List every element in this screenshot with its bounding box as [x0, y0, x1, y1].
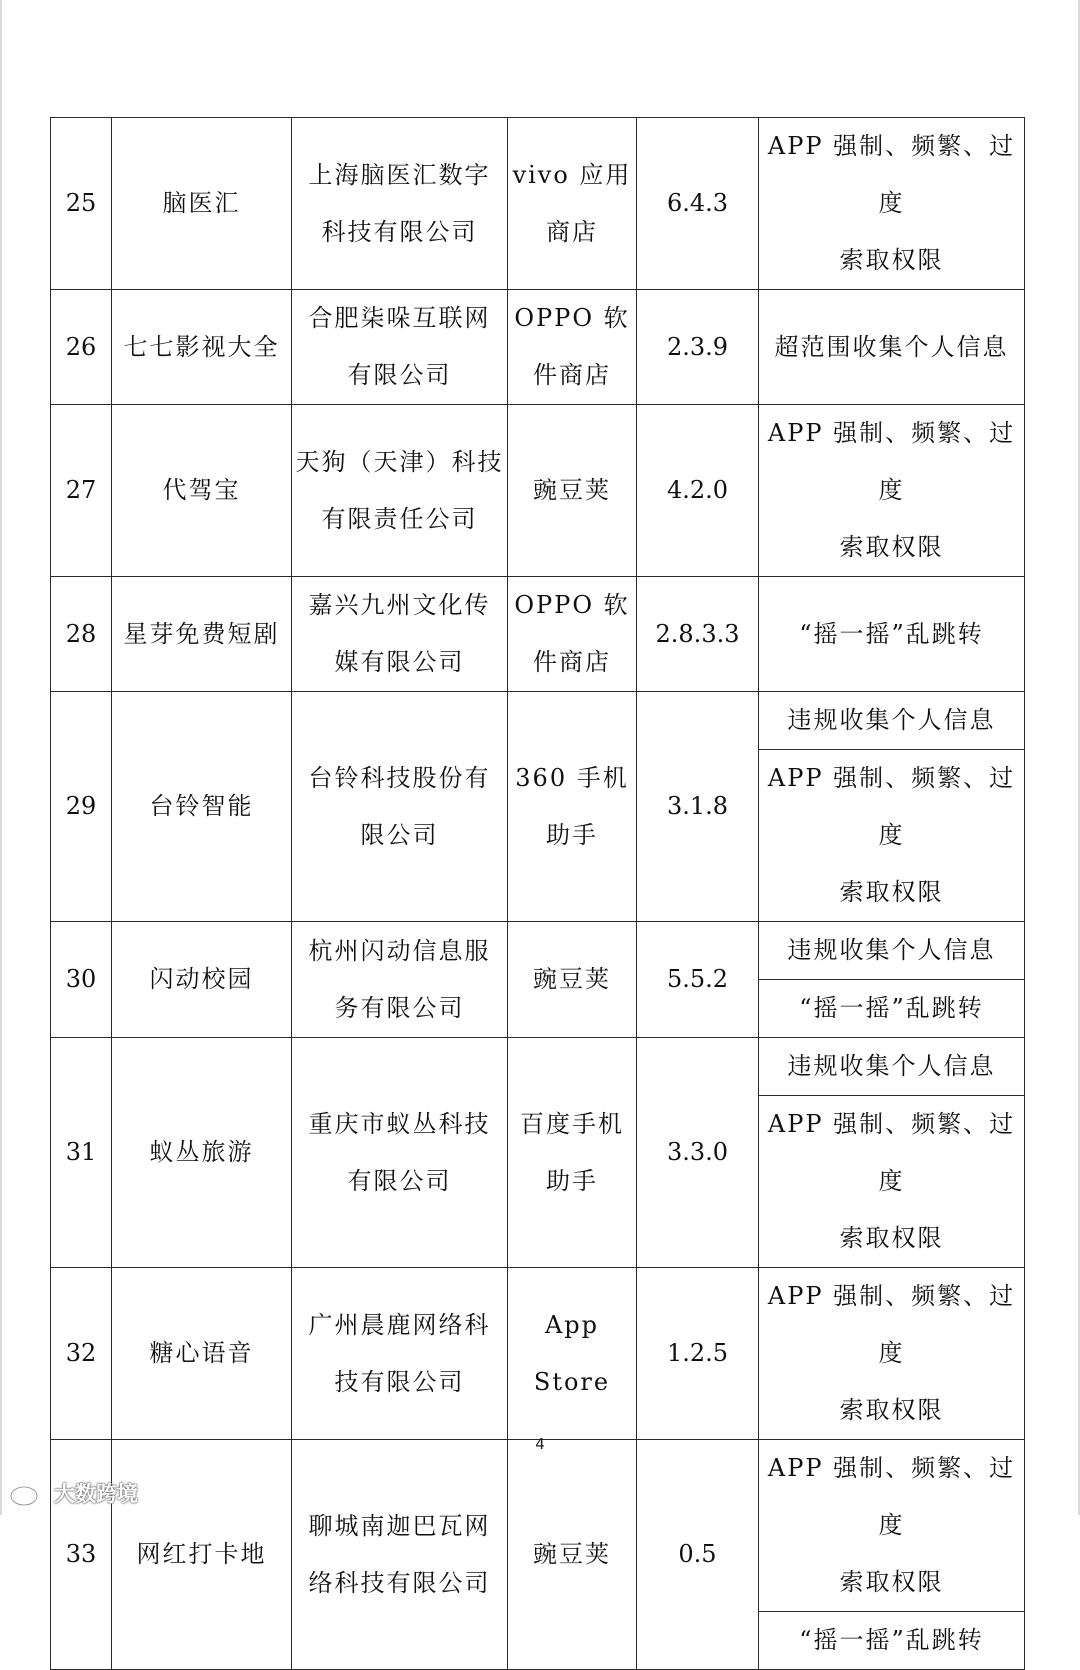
- app-version: 3.1.8: [637, 692, 759, 922]
- app-version: 0.5: [637, 1440, 759, 1670]
- app-name: 脑医汇: [112, 118, 292, 290]
- issue-cell: [759, 750, 1025, 922]
- app-store-line: 助手: [546, 820, 598, 849]
- issue-line: APP 强制、频繁、过度: [767, 1282, 1016, 1367]
- issue-line: 索取权限: [839, 1396, 944, 1424]
- row-number: 32: [51, 1268, 112, 1440]
- app-version: 3.3.0: [637, 1038, 759, 1268]
- app-store-line: 豌豆荚: [533, 965, 611, 993]
- app-version: 2.3.9: [637, 290, 759, 405]
- issue-line: 索取权限: [839, 533, 944, 561]
- developer-cell: [292, 1440, 508, 1670]
- issue-cell: [759, 922, 1025, 980]
- developer-cell: [292, 1268, 508, 1440]
- app-version: 4.2.0: [637, 405, 759, 577]
- developer-line: 络科技有限公司: [308, 1568, 491, 1597]
- row-number: 30: [51, 922, 112, 1038]
- app-store-cell: [508, 1440, 637, 1670]
- issue-line: 违规收集个人信息: [787, 936, 996, 964]
- table-row: [51, 1268, 1025, 1440]
- table-row: [51, 922, 1025, 980]
- issue-line: 索取权限: [839, 878, 944, 906]
- developer-line: 有限公司: [347, 1166, 452, 1195]
- developer-line: 嘉兴九州文化传: [308, 591, 491, 619]
- developer-line: 台铃科技股份有: [308, 763, 491, 792]
- developer-cell: [292, 922, 508, 1038]
- row-number: 26: [51, 290, 112, 405]
- app-store-line: 豌豆荚: [533, 476, 611, 504]
- row-number: 25: [51, 118, 112, 290]
- issue-cell: [759, 118, 1025, 290]
- developer-cell: [292, 290, 508, 405]
- developer-cell: [292, 577, 508, 692]
- app-store-cell: [508, 118, 637, 290]
- table-row: [51, 118, 1025, 290]
- row-number: 28: [51, 577, 112, 692]
- developer-line: 广州晨鹿网络科: [308, 1310, 491, 1339]
- row-number: 33: [51, 1440, 112, 1670]
- app-store-line: OPPO 软: [514, 591, 630, 619]
- row-number: 29: [51, 692, 112, 922]
- watermark: [8, 1476, 138, 1510]
- table-row: [51, 290, 1025, 405]
- app-store-cell: [508, 577, 637, 692]
- issue-cell: [759, 290, 1025, 405]
- issue-line: APP 强制、频繁、过度: [767, 419, 1016, 504]
- app-store-line: 360 手机: [515, 763, 629, 792]
- app-store-cell: [508, 290, 637, 405]
- app-store-line: vivo 应用: [512, 160, 632, 189]
- issue-line: “摇一摇”乱跳转: [799, 1626, 984, 1654]
- app-name: 星芽免费短剧: [112, 577, 292, 692]
- table-row: [51, 577, 1025, 692]
- developer-cell: [292, 118, 508, 290]
- issue-line: APP 强制、频繁、过度: [767, 1110, 1016, 1195]
- app-version: 6.4.3: [637, 118, 759, 290]
- issue-cell: [759, 405, 1025, 577]
- app-name: 代驾宝: [112, 405, 292, 577]
- watermark-text: 大数跨境: [54, 1482, 138, 1506]
- issue-line: 索取权限: [839, 1224, 944, 1252]
- app-store-cell: [508, 405, 637, 577]
- app-store-line: 件商店: [533, 361, 611, 389]
- app-store-line: 豌豆荚: [533, 1540, 611, 1568]
- app-store-cell: [508, 922, 637, 1038]
- developer-line: 有限责任公司: [321, 504, 478, 533]
- app-name: 闪动校园: [112, 922, 292, 1038]
- developer-cell: [292, 1038, 508, 1268]
- app-store-cell: [508, 692, 637, 922]
- issue-line: 违规收集个人信息: [787, 706, 996, 734]
- app-store-cell: [508, 1268, 637, 1440]
- row-number: 31: [51, 1038, 112, 1268]
- issue-cell: [759, 692, 1025, 750]
- app-store-cell: [508, 1038, 637, 1268]
- row-number: 27: [51, 405, 112, 577]
- developer-line: 限公司: [360, 820, 439, 849]
- developer-line: 技有限公司: [334, 1367, 465, 1396]
- issue-line: APP 强制、频繁、过度: [767, 764, 1016, 849]
- issue-cell: [759, 577, 1025, 692]
- app-store-line: 助手: [546, 1166, 598, 1195]
- app-version: 2.8.3.3: [637, 577, 759, 692]
- issue-line: APP 强制、频繁、过度: [767, 132, 1016, 217]
- issue-line: 超范围收集个人信息: [774, 332, 1009, 361]
- developer-line: 天狗（天津）科技: [295, 447, 504, 476]
- issue-cell: [759, 1268, 1025, 1440]
- developer-line: 合肥柒哚互联网: [308, 304, 491, 332]
- developer-line: 上海脑医汇数字: [308, 160, 491, 189]
- app-name: 蚁丛旅游: [112, 1038, 292, 1268]
- issue-cell: [759, 980, 1025, 1038]
- app-name: 网红打卡地: [112, 1440, 292, 1670]
- app-version: 5.5.2: [637, 922, 759, 1038]
- app-store-line: App Store: [533, 1310, 611, 1396]
- table-row: [51, 692, 1025, 750]
- app-name: 台铃智能: [112, 692, 292, 922]
- app-name: 糖心语音: [112, 1268, 292, 1440]
- app-store-line: OPPO 软: [514, 304, 630, 332]
- app-version: 1.2.5: [637, 1268, 759, 1440]
- issue-line: 索取权限: [839, 246, 944, 274]
- issue-cell: [759, 1038, 1025, 1096]
- issue-cell: [759, 1440, 1025, 1612]
- issue-line: “摇一摇”乱跳转: [799, 994, 984, 1022]
- issue-cell: [759, 1612, 1025, 1670]
- page-number: 4: [535, 1435, 545, 1453]
- table-row: [51, 405, 1025, 577]
- issue-cell: [759, 1096, 1025, 1268]
- developer-cell: [292, 692, 508, 922]
- developer-line: 聊城南迦巴瓦网: [308, 1511, 491, 1540]
- table-row: [51, 1038, 1025, 1096]
- developer-cell: [292, 405, 508, 577]
- issue-line: 违规收集个人信息: [787, 1052, 996, 1080]
- app-name: 七七影视大全: [112, 290, 292, 405]
- issue-line: APP 强制、频繁、过度: [767, 1454, 1016, 1539]
- developer-line: 有限公司: [347, 361, 452, 389]
- weibo-logo-icon: [8, 1479, 46, 1507]
- page-edge: [0, 0, 2, 1515]
- developer-line: 重庆市蚁丛科技: [308, 1109, 491, 1138]
- table-row: [51, 1440, 1025, 1612]
- app-store-line: 百度手机: [520, 1109, 624, 1138]
- issue-line: 索取权限: [839, 1568, 944, 1596]
- app-store-line: 件商店: [533, 648, 611, 676]
- developer-line: 媒有限公司: [334, 648, 465, 676]
- app-store-line: 商店: [546, 217, 598, 246]
- developer-line: 务有限公司: [334, 993, 465, 1022]
- developer-line: 科技有限公司: [321, 217, 478, 246]
- developer-line: 杭州闪动信息服: [308, 936, 491, 965]
- issue-line: “摇一摇”乱跳转: [799, 619, 984, 648]
